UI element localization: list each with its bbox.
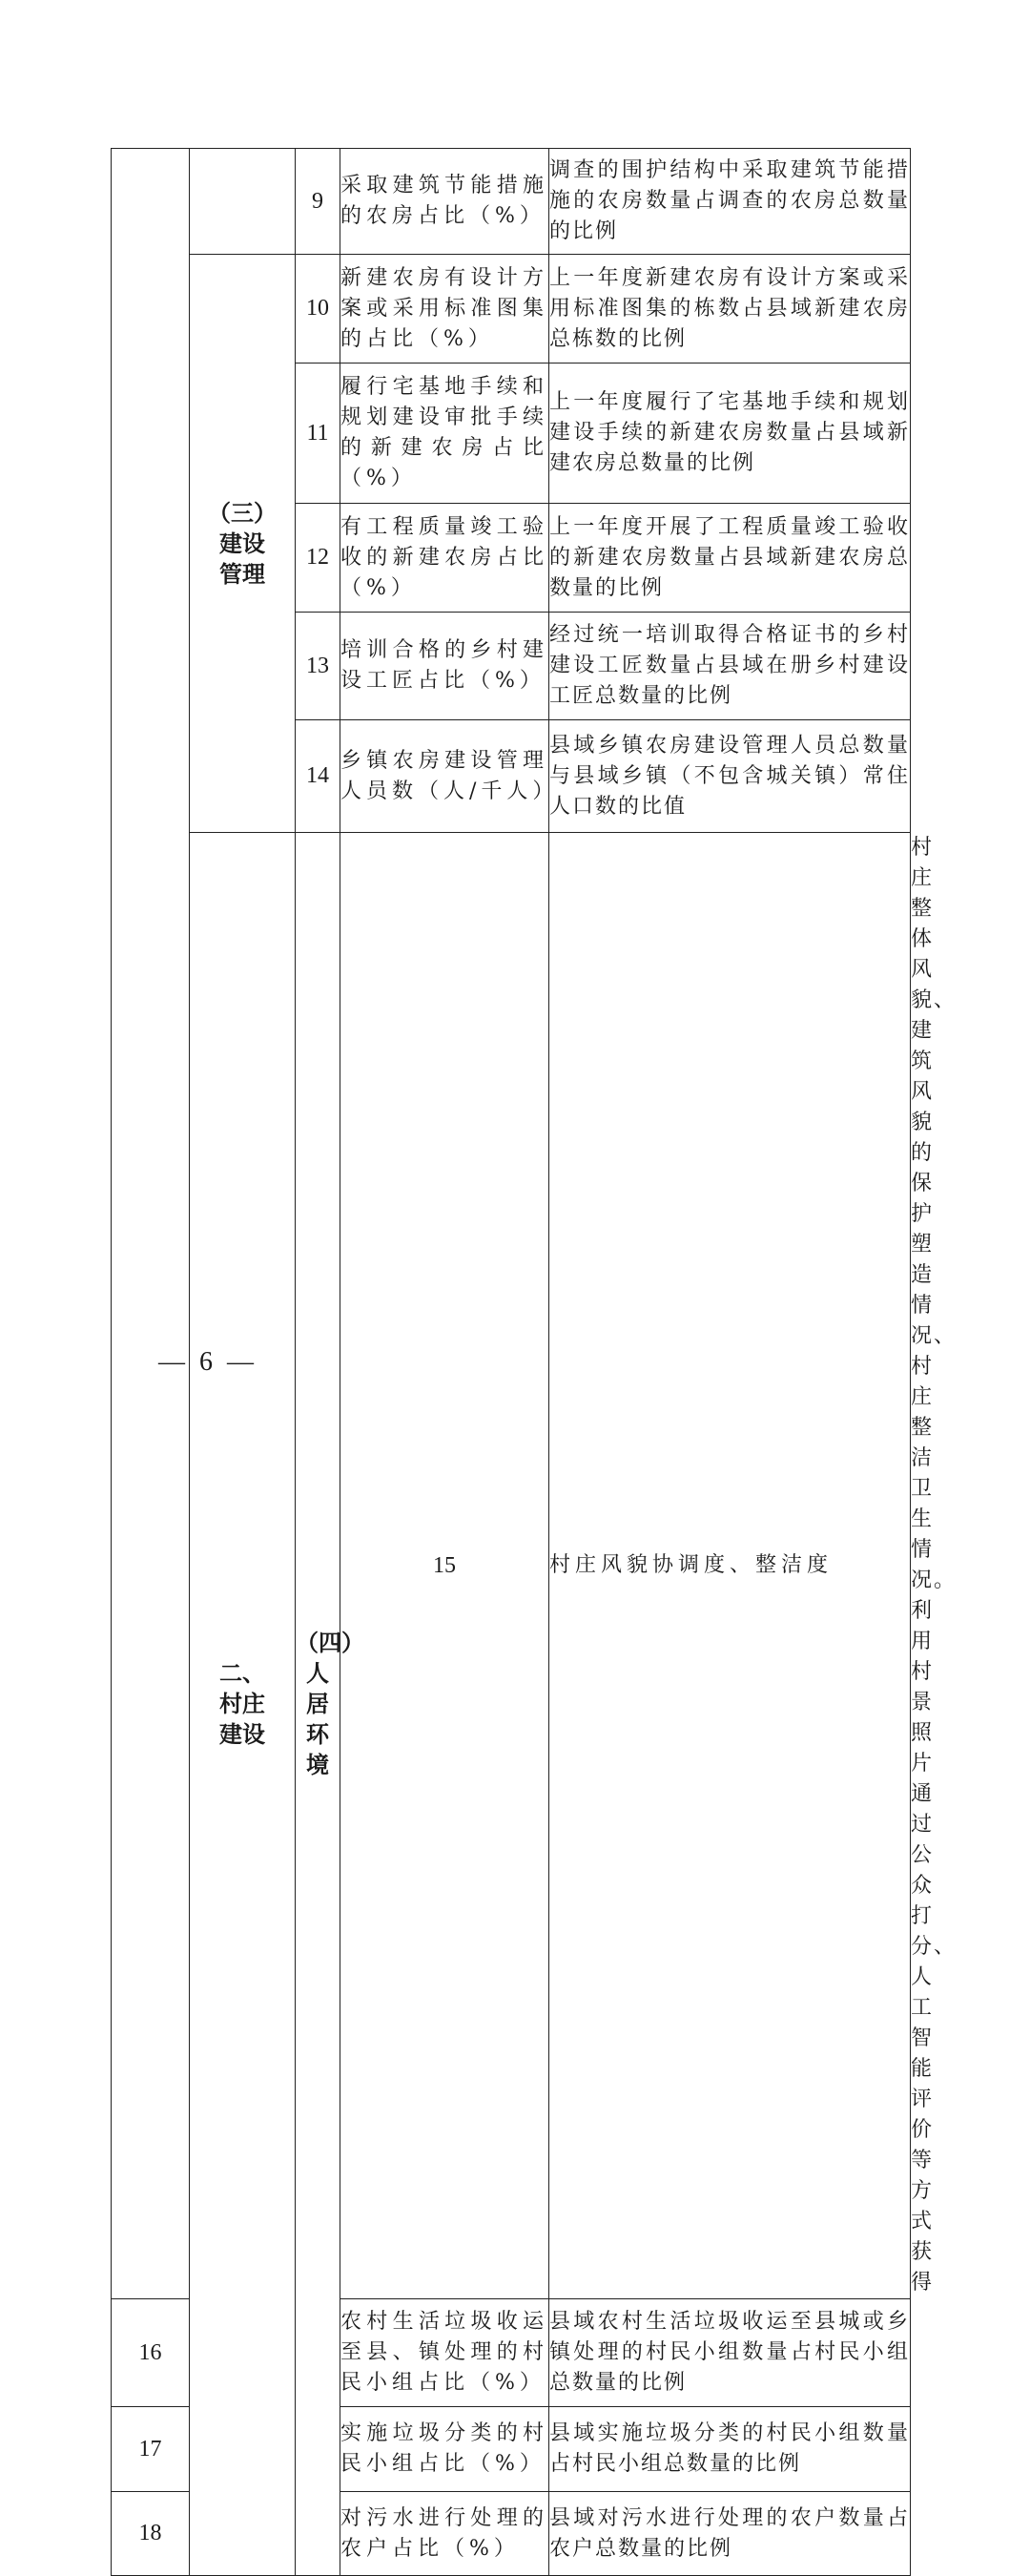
row-number: 11 (296, 364, 340, 504)
category-village-construction (190, 833, 296, 2576)
row-number: 15 (340, 833, 549, 2299)
indicator-name: 实施垃圾分类的村民小组占比（%） (340, 2407, 549, 2492)
row-number: 16 (112, 2299, 190, 2407)
indicator-description: 县域乡镇农房建设管理人员总数量与县域乡镇（不包含城关镇）常住人口数的比值 (549, 720, 911, 833)
subcategory-label: （四） (296, 1630, 364, 1656)
subcategory-label: 环境 (306, 1721, 329, 1778)
indicator-name: 采取建筑节能措施的农房占比（%） (340, 149, 549, 255)
subcategory-cell-blank (190, 149, 296, 255)
indicator-description: 经过统一培训取得合格证书的乡村建设工匠数量占县域在册乡村建设工匠总数量的比例 (549, 613, 911, 720)
indicator-description: 县域实施垃圾分类的村民小组数量占村民小组总数量的比例 (549, 2407, 911, 2492)
row-number: 14 (296, 720, 340, 833)
row-number: 12 (296, 504, 340, 613)
subcategory-label: 人居 (306, 1660, 329, 1717)
indicator-description: 上一年度履行了宅基地手续和规划建设手续的新建农房数量占县域新建农房总数量的比例 (549, 364, 911, 504)
subcategory-label: 建设 (219, 530, 265, 557)
table-row (112, 255, 911, 364)
table-row: 二、 村庄 建设 （四） 人居 环境 15 村庄风貌协调度、整洁度 村庄整体风貌、建筑风貌的保护塑造情况、村庄整洁卫生情况。利用村景照片通过公众打分、人工智能评价等方式获得 (112, 833, 911, 2299)
indicator-description: 上一年度开展了工程质量竣工验收的新建农房数量占县域新建农房总数量的比例 (549, 504, 911, 613)
category-label: 村庄 (219, 1691, 265, 1717)
row-number: 18 (112, 2492, 190, 2576)
indicator-description: 调查的围护结构中采取建筑节能措施的农房数量占调查的农房总数量的比例 (549, 149, 911, 255)
indicator-name: 有工程质量竣工验收的新建农房占比（%） (340, 504, 549, 613)
indicator-name: 对污水进行处理的农户占比（%） (340, 2492, 549, 2576)
subcategory-label: 管理 (219, 560, 265, 588)
subcategory-construction-management (190, 255, 296, 833)
subcategory-living-environment (296, 833, 364, 2576)
table-row (112, 149, 911, 255)
indicator-description: 县域农村生活垃圾收运至县城或乡镇处理的村民小组数量占村民小组总数量的比例 (549, 2299, 911, 2407)
row-number: 17 (112, 2407, 190, 2492)
indicator-name: 农村生活垃圾收运至县、镇处理的村民小组占比（%） (340, 2299, 549, 2407)
indicator-description: 县域对污水进行处理的农户数量占农户总数量的比例 (549, 2492, 911, 2576)
indicator-name: 新建农房有设计方案或采用标准图集的占比（%） (340, 255, 549, 364)
subcategory-label: （三） (208, 499, 277, 527)
page-number: — 6 — (158, 1347, 258, 1377)
category-cell-blank (112, 149, 190, 2299)
indicator-name: 乡镇农房建设管理人员数（人/千人） (340, 720, 549, 833)
indicator-name: 培训合格的乡村建设工匠占比（%） (340, 613, 549, 720)
indicator-name: 履行宅基地手续和规划建设审批手续的新建农房占比（%） (340, 364, 549, 504)
category-label: 二、 (219, 1660, 265, 1687)
indicator-name: 村庄风貌协调度、整洁度 (549, 833, 911, 2299)
indicator-description: 上一年度新建农房有设计方案或采用标准图集的栋数占县域新建农房总栋数的比例 (549, 255, 911, 364)
row-number: 10 (296, 255, 340, 364)
row-number: 13 (296, 613, 340, 720)
category-label: 建设 (219, 1721, 265, 1748)
row-number: 9 (296, 149, 340, 255)
